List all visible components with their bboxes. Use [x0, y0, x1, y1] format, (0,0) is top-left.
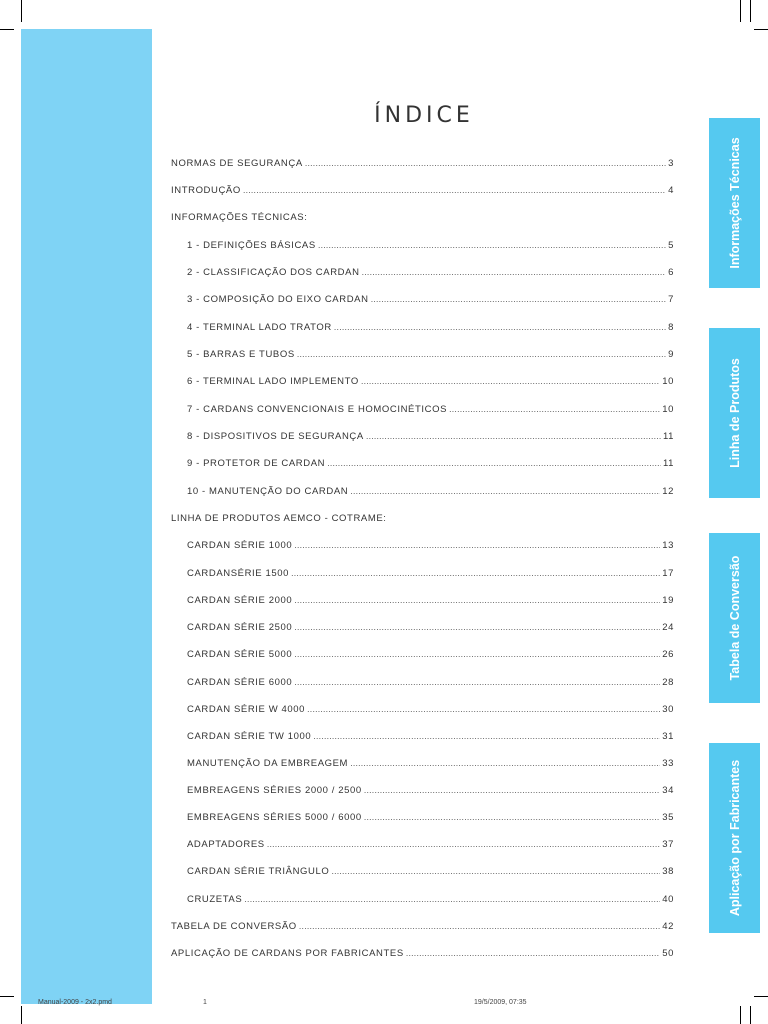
toc-page-number: 5 — [668, 240, 674, 251]
toc-section-label: INFORMAÇÕES TÉCNICAS: — [171, 212, 308, 223]
crop-mark — [21, 0, 22, 22]
decorative-band — [21, 29, 152, 1004]
toc-entry-label: 10 - MANUTENÇÃO DO CARDAN — [187, 486, 349, 497]
toc-page-number: 19 — [662, 595, 674, 606]
footer-filename: Manual-2009 - 2x2.pmd — [38, 999, 112, 1006]
toc-leader — [294, 622, 660, 633]
toc-entry-label: CARDAN SÉRIE 1000 — [187, 540, 293, 551]
toc-entry-label: CRUZETAS — [187, 894, 243, 905]
toc-leader — [318, 240, 666, 251]
toc-entry[interactable] — [171, 921, 674, 935]
toc-entry-label: 3 - COMPOSIÇÃO DO EIXO CARDAN — [187, 294, 369, 305]
toc-leader — [307, 704, 660, 715]
toc-entry-label: 8 - DISPOSITIVOS DE SEGURANÇA — [187, 431, 364, 442]
toc-leader — [313, 731, 660, 742]
toc-entry[interactable] — [187, 839, 674, 853]
toc-entry-label: 2 - CLASSIFICAÇÃO DOS CARDAN — [187, 267, 360, 278]
toc-leader — [334, 322, 666, 333]
toc-entry-label: EMBREAGENS SÉRIES 2000 / 2500 — [187, 785, 362, 796]
toc-leader — [243, 185, 666, 196]
toc-page-number: 17 — [662, 568, 674, 579]
footer-page-number: 1 — [203, 999, 207, 1006]
toc-entry[interactable] — [187, 704, 674, 718]
toc-page-number: 34 — [662, 785, 674, 796]
toc-leader — [244, 894, 660, 905]
toc-entry[interactable] — [187, 376, 674, 390]
toc-leader — [449, 404, 660, 415]
toc-entry-label: CARDAN SÉRIE 2000 — [187, 595, 293, 606]
toc-page-number: 33 — [662, 758, 674, 769]
crop-mark — [754, 996, 768, 997]
toc-leader — [294, 540, 660, 551]
toc-leader — [299, 921, 660, 932]
toc-section-heading — [171, 513, 674, 527]
toc-entry[interactable] — [187, 267, 674, 281]
toc-entry-label: 4 - TERMINAL LADO TRATOR — [187, 322, 332, 333]
tab-informacoes-tecnicas[interactable] — [709, 118, 760, 288]
toc-page-number: 26 — [662, 649, 674, 660]
toc-entry[interactable] — [187, 731, 674, 745]
toc-leader — [294, 677, 660, 688]
tab-label: Tabela de Conversão — [727, 555, 742, 681]
toc-entry-label: CARDAN SÉRIE 2500 — [187, 622, 293, 633]
toc-entry-label: 9 - PROTETOR DE CARDAN — [187, 458, 326, 469]
toc-entry[interactable] — [187, 431, 674, 445]
toc-entry-label: NORMAS DE SEGURANÇA — [171, 158, 303, 169]
crop-mark — [0, 996, 14, 997]
toc-section-label: LINHA DE PRODUTOS AEMCO - COTRAME: — [171, 513, 387, 524]
toc-entry[interactable] — [187, 812, 674, 826]
toc-entry-label: CARDAN SÉRIE 5000 — [187, 649, 293, 660]
toc-page-number: 11 — [662, 431, 674, 442]
toc-leader — [350, 758, 660, 769]
toc-entry[interactable] — [187, 404, 674, 418]
toc-entry-label: 5 - BARRAS E TUBOS — [187, 349, 295, 360]
toc-leader — [366, 431, 661, 442]
toc-entry-label: CARDAN SÉRIE 6000 — [187, 677, 293, 688]
toc-leader — [327, 458, 661, 469]
toc-leader — [371, 294, 667, 305]
toc-leader — [364, 812, 660, 823]
tab-linha-de-produtos[interactable] — [709, 328, 760, 498]
toc-page-number: 24 — [662, 622, 674, 633]
toc-page-number: 30 — [662, 704, 674, 715]
toc-entry[interactable] — [187, 540, 674, 554]
toc-leader — [331, 866, 660, 877]
crop-mark — [740, 1006, 741, 1024]
toc-entry-label: CARDAN SÉRIE TW 1000 — [187, 731, 312, 742]
toc-page-number: 3 — [668, 158, 674, 169]
toc-entry-label: ADAPTADORES — [187, 839, 265, 850]
toc-entry[interactable] — [187, 595, 674, 609]
toc-page-number: 7 — [668, 294, 674, 305]
toc-entry-label: 7 - CARDANS CONVENCIONAIS E HOMOCINÉTICOS — [187, 404, 448, 415]
toc-entry[interactable] — [187, 240, 674, 254]
toc-entry-label: TABELA DE CONVERSÃO — [171, 921, 297, 932]
toc-page-number: 50 — [662, 948, 674, 959]
toc-page-number: 12 — [662, 486, 674, 497]
tab-label: Informações Técnicas — [727, 137, 742, 269]
toc-page-number: 40 — [662, 894, 674, 905]
toc-entry-label: CARDAN SÉRIE W 4000 — [187, 704, 306, 715]
toc-entry[interactable] — [187, 568, 674, 582]
crop-mark — [750, 1006, 751, 1024]
toc-leader — [406, 948, 660, 959]
toc-entry-label: EMBREAGENS SÉRIES 5000 / 6000 — [187, 812, 362, 823]
toc-entry[interactable] — [187, 486, 674, 500]
toc-entry[interactable] — [187, 866, 674, 880]
crop-mark — [750, 0, 751, 22]
toc-entry-label: CARDAN SÉRIE TRIÂNGULO — [187, 866, 330, 877]
toc-entry[interactable] — [187, 785, 674, 799]
toc-entry-label: 6 - TERMINAL LADO IMPLEMENTO — [187, 376, 359, 387]
toc-entry[interactable] — [187, 894, 674, 908]
toc-entry[interactable] — [187, 622, 674, 636]
toc-entry[interactable] — [187, 322, 674, 336]
crop-mark — [0, 29, 14, 30]
toc-leader — [297, 349, 666, 360]
tab-label: Aplicação por Fabricantes — [727, 759, 742, 917]
toc-page-number: 37 — [662, 839, 674, 850]
toc-entry[interactable] — [187, 458, 674, 472]
crop-mark — [740, 0, 741, 22]
footer-datetime: 19/5/2009, 07:35 — [474, 999, 527, 1006]
toc-entry-label: INTRODUÇÃO — [171, 185, 241, 196]
toc-entry[interactable] — [187, 349, 674, 363]
toc-page-number: 42 — [662, 921, 674, 932]
toc-leader — [294, 649, 660, 660]
toc-page-number: 6 — [668, 267, 674, 278]
toc-page-number: 35 — [662, 812, 674, 823]
toc-entry[interactable] — [171, 948, 674, 962]
toc-leader — [267, 839, 661, 850]
toc-entry[interactable] — [187, 294, 674, 308]
toc-page-number: 38 — [662, 866, 674, 877]
toc-leader — [361, 376, 660, 387]
tab-tabela-de-conversao[interactable] — [709, 533, 760, 703]
toc-page-number: 13 — [662, 540, 674, 551]
toc-page-number: 28 — [662, 677, 674, 688]
crop-mark — [754, 29, 768, 30]
page-title: ÍNDICE — [374, 102, 474, 128]
toc-page-number: 10 — [662, 376, 674, 387]
toc-leader — [305, 158, 666, 169]
crop-mark — [21, 1006, 22, 1024]
toc-entry[interactable] — [187, 677, 674, 691]
toc-page-number: 4 — [668, 185, 674, 196]
toc-entry-label: 1 - DEFINIÇÕES BÁSICAS — [187, 240, 316, 251]
tab-aplicacao-por-fabricantes[interactable] — [709, 743, 760, 933]
tab-label: Linha de Produtos — [727, 358, 742, 468]
toc-leader — [364, 785, 660, 796]
toc-entry[interactable] — [171, 158, 674, 172]
toc-entry-label: MANUTENÇÃO DA EMBREAGEM — [187, 758, 349, 769]
toc-entry[interactable] — [187, 758, 674, 772]
toc-leader — [294, 595, 660, 606]
toc-page-number: 9 — [668, 349, 674, 360]
toc-leader — [291, 568, 660, 579]
toc-page-number: 10 — [662, 404, 674, 415]
toc-entry[interactable] — [171, 185, 674, 199]
toc-leader — [362, 267, 667, 278]
toc-page-number: 31 — [662, 731, 674, 742]
toc-page-number: 8 — [668, 322, 674, 333]
toc-leader — [350, 486, 660, 497]
toc-entry[interactable] — [187, 649, 674, 663]
toc-entry-label: CARDANSÉRIE 1500 — [187, 568, 289, 579]
toc-section-heading — [171, 212, 674, 226]
toc-entry-label: APLICAÇÃO DE CARDANS POR FABRICANTES — [171, 948, 404, 959]
toc-page-number: 11 — [662, 458, 674, 469]
